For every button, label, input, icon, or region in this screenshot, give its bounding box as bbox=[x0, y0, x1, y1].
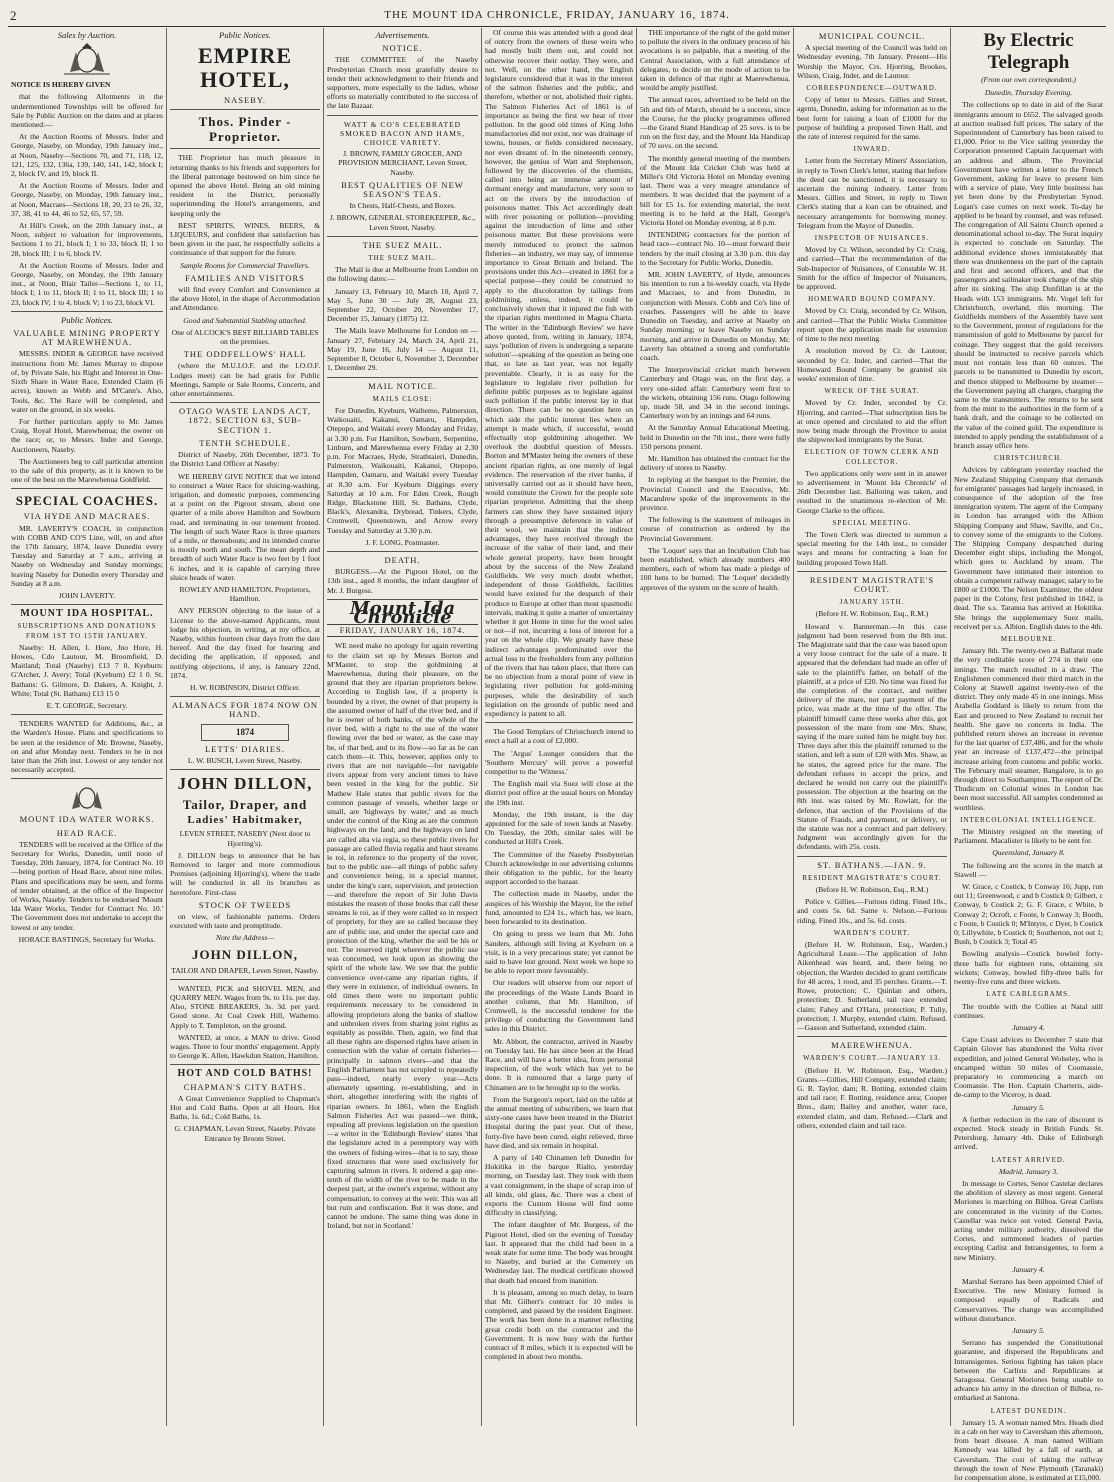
divider bbox=[170, 1064, 320, 1065]
mails-body: For Dunedin, Kyeburn, Waihemo, Palmerston, Waikouaiti, Kakanui, Oamaru, Hampden, Otepopo, and Waitaki every Monday and Friday, at 3.30 p.m. For Hamilton, Sowburn, Serpentine, Linburn, and Marewhenua every Friday at 2.30 p.m. For Macraes, Hyde, Strathtaieri, Dunedin, Palmerston, Waikouaiti, Kakanui, Otepopo, Hampden, Oamaru, and Waitaki every Tuesday at 8.30 a.m. For Kyeburn Diggings every Saturday at 10 a.m. For Eden Creek, Rough Ridge, Blackstone Hill, St. Bathans, Clyde, Black's, Alexandra, Drybread, Tinkers, Clyde, Cromwell, Queenstown, and Arrow every Tuesday and Saturday at 3.30 p.m. bbox=[327, 405, 478, 535]
baths-sign: G. CHAPMAN, Leven Street, Naseby. Private Entrance by Broom Street. bbox=[174, 1124, 316, 1143]
court-body: Howard v. Bannerman.—In this case judgment had been reserved from the 8th inst. The Magistrate said that the case was based upon a very loose contract for the sale of a mare. It appeared that the defendant had made an offer of sale to the plaintiff's father, on behalf of the plaintiff, at a price of £20. No time was fixed for the completion of the contract, and neither delivery of the mare, nor part payment of the price, was made at the time of the offer. The plaintiff himself came three weeks after this, got possession of the mare from one Mrs. Shaw, saying if the mare suited him he might buy her. Three days after this the plaintiff returned to the station, and left a sum of £20 with Mrs. Shaw, as he states, the agreed price for the mare. The defendant refuses to accept the price, and declared he would not carry out the plaintiff's possession. The objection at the hearing on the 8th inst. was raised by Mr. Rowlatt, for the defence, that section of the Provisions of the Statute of Frauds, and payment, or delivery, or the statute was not a contract and part delivery. Judgment was accordingly given for the defendants, with 25s. costs. bbox=[797, 621, 947, 852]
homeward-body: Moved by Cr. Craig, seconded by Cr. Wilson, and carried—That the Public Works Committee report upon the application made for extension of time to the next meeting. bbox=[797, 306, 947, 344]
news-pleasant: It is pleasant, among so much delay, to learn that Mr. Gilbert's contract for 10 miles is completed, and passed by the resident Engineer. The work has been done in a manner reflecting great credit both on the contractor and the Government. It is now busy with the further contract of 8 miles, which it is expected will be completed in about two months. bbox=[485, 1287, 633, 1362]
royal-crest-icon bbox=[52, 42, 122, 76]
divider bbox=[485, 722, 633, 723]
inspector-heading: INSPECTOR OF NUISANCES. bbox=[814, 234, 930, 243]
inward-body: Letter from the Secretary Miners' Association, in reply to Town Clerk's letter, stating that before the deed can be sanctioned, it is necessary to ascertain the mining industry. Letter from Messrs. Gillies and Street, in reply to Town Clerk's stating that a loan can be obtained, and necessary arrangements for borrowing money. Telegram from the Mayor of Dunedin. bbox=[797, 156, 947, 230]
suez-dates: January 13, February 10, March 10, April 7, May 5, June 30 — July 28, August 23, September 22, October 20, November 17, December 15, January (1875) 12. bbox=[327, 286, 478, 324]
surat-body: Moved by Cr. Inder, seconded by Cr. Hjorring, and carried—That subscription lists be at once opened and circulated to aid the effort now being made through the Province to assist the shipwrecked immigrants by the Surat. bbox=[797, 398, 947, 445]
hospital-sign: E. T. GEORGE, Secretary. bbox=[46, 700, 128, 710]
divider bbox=[11, 714, 163, 715]
divider bbox=[170, 769, 320, 770]
news-cricket-club: The monthly general meeting of the members of the Mount Ida Cricket Club was held at Miller's Old Victoria Hotel on Monday evening last. There was a very meagre attendance of members. It was decided that the payment of a bill for £5 1s. for extending material, the next meeting is to be held at the Hall, George's Victoria Hotel on Monday evening, at 8 p.m. bbox=[640, 153, 790, 228]
court-heading: RESIDENT MAGISTRATE'S COURT. bbox=[809, 574, 935, 594]
news-readers: Our readers will observe from our report of the proceedings of the Waste Lands Board in another column, that Mr. Hamilton, of Cromwell, is the successful tenderer for the privilege of conducting the Government land sales in this District. bbox=[485, 978, 633, 1034]
inspector-body: Moved by Cr. Wilson, seconded by Cr. Craig, and carried—That the recommendation of the Sub-Inspector of Nuisances, of Constable W. H. Smith for the office of Inspector of Nuisances, be approved. bbox=[797, 245, 947, 292]
bowling-analysis: Bowling analysis—Costick bowled forty-three balls for eighteen runs, obtaining six wickets; Conway, bowled fifty-three balls for twenty-five runs and three wickets. bbox=[954, 949, 1103, 987]
melbourne-heading: MELBOURNE. bbox=[1000, 634, 1057, 643]
telegraph-heading: By Electric Telegraph bbox=[983, 30, 1074, 73]
jan5-dateline: January 5. bbox=[1012, 1102, 1045, 1112]
news-monday: Monday, the 19th instant, is the day appointed for the sale of town lands at Naseby. On Tuesday, the 20th, similar sales will be conducted at Hill's Creek. bbox=[485, 809, 633, 847]
dillon-footer: TAILOR AND DRAPER, Leven Street, Naseby. bbox=[171, 965, 319, 975]
coaches-sub: VIA HYDE AND MACRAES. bbox=[23, 511, 151, 522]
wanted-2: WANTED, at once, a MAN to drive. Good wages. Three to four months' engagement. Apply to George K. Allen, Hawkdun Station, Hamilton. bbox=[170, 1032, 320, 1061]
dunedin-dateline: Dunedin, Thursday Evening. bbox=[984, 88, 1073, 98]
dunedin-body: The collections up to date in aid of the Surat immigrants amount to £652. The salvaged goods at auction realised full prices. The salary of the Superintendent of Canterbury has been raised to £1,000. Prior to the Vice sailing yesterday the Corporation presented Captain Jacquemart with an address and album. The Provincial Government have written a letter to the French Government, asking for leave to present him with a service of plate. Very little business has yet been done by the Presbyterian Synod. Logan's case comes on next week. To-day he applied to be heard by counsel, and was refused. The congregation of All Saints Church opened a denominational school to-day. The Surat inquiry is expected to conclude on Saturday. The additional evidence shows inmistakeably that there was drunkenness on the part of the captain and first and second officers, and that the passengers and sailmaker took charge of the ship after its sinking. The ship Dunfillan is at the Heads with 153 immigrants. Mr. Vogel left for Christchurch, overland, this morning. The Goldfields members of the Assembly have sent to the Government, protest of regulations for the transmission of gold to Melbourne by parcel for coinage. They suggest that the gold receivers should be instructed to receive parcels which must not contain less than 60 ounces. The parcels to be transmitted to Dunedin by escort, and thence shipped to Melbourne by steamer—the Government paying all charges, charging the same to the transmitters. The returns to be sent from the mint to the authorities in the form of a bank draft, and the coinage to be collected on the value of the coined gold. The expenditure is intended to apply pending the establishment of a branch assay office here. bbox=[954, 100, 1103, 450]
race-notice: WE HEREBY GIVE NOTICE that we intend to construct a Water Race for sluicing-washing, irrigation, and domestic purposes, commencing at a point on the Pigroot stream, about one quarter of a mile above Hamilton and Sowburn road, and terminating in our tenement fronted. The length of such Water Race is three quarters of a mile, or thereabouts; and its intended course is mostly north and south. The mean depth and breadth of such Water Race is two feet by 1 foot 6 inches, and it is capable of carrying three sluice heads of water. bbox=[170, 471, 320, 582]
cricket-scores: W. Grace, c Costick, b Conway 16; Jupp, run out 11; Greenwood, c and b Costick 0; Gilbert, c Conway, b Costick 2; G. F. Grace, c White, b Conway 2; Ocroft, c Foote, b Conway 3; Booth, c Foote, b Costick 0; M'Intyre, c Dyer, b Costick 0; Lillywhite, b Costick 0; Southerton, not out 1; Bush, b Costick 3; Total 45 bbox=[954, 882, 1103, 947]
billiard: One of ALCOCK'S BEST BILLIARD TABLES on the premises. bbox=[171, 327, 319, 347]
masthead bbox=[8, 6, 1106, 27]
watt-heading: WATT & CO'S CELEBRATED SMOKED BACON AND HAMS, CHOICE VARIETY. bbox=[340, 119, 465, 148]
jan4b-dateline: January 4. bbox=[1012, 1264, 1045, 1274]
section-heading: Advertisements. bbox=[375, 30, 430, 40]
latest-heading: LATEST ARRIVED. bbox=[991, 1155, 1066, 1164]
dillon-trade: Tailor, Draper, and bbox=[182, 797, 308, 813]
queensland-body: The following are the scores in the match at Stawell — bbox=[954, 860, 1103, 879]
jan5b-dateline: January 5. bbox=[1012, 1326, 1045, 1335]
news-intending: INTENDING contractors for the portion of head race—contract No. 10—must forward their tenders by the mail closing at 3.30 p.m. this day to the Secretary for Public Works, Dunedin. bbox=[640, 230, 790, 267]
divider bbox=[170, 109, 320, 110]
section-heading: Public Notices. bbox=[219, 30, 271, 40]
mining-body: MESSRS. INDER & GEORGE have received instructions from Mr. James Murray to dispose of, by Private Sale, his Right and Interest in One-Sixth Share in Water Race, Extended Claim (6 acres), known as Webb and M'Cann's. Also, Tools, &c. The Race will be completed, and water on the ground, in six weeks. bbox=[11, 349, 163, 414]
baths-body: A Great Convenience Supplied to Chapman's Hot and Cold Baths. Open at all Hours. Hot Baths, 1s. 6d.; Cold Baths, 1s. bbox=[170, 1093, 320, 1122]
column-2 bbox=[166, 28, 323, 1426]
stabling: Good and Substantial Stabling attached. bbox=[183, 315, 307, 325]
divider bbox=[170, 696, 320, 697]
bathans-before: (Before H. W. Robinson, Esq., R.M.) bbox=[815, 885, 929, 895]
waste-lands-heading: OTAGO WASTE LANDS ACT, 1872. SECTION 63, SUB-SECTION 1. bbox=[179, 406, 311, 435]
auction-1: At the Auction Rooms of Messrs. Inder and George, Naseby, on Monday, 19th January inst., at Noon, Naseby—Sections 70, and 71, 118, 12, 121, 125, 132, 136a, 139, 140, 141, 142, block I; 2, block IV, and 19, block II. bbox=[11, 132, 163, 179]
news-banquet: In replying at the banquet to the Premier, the Provincial Council and the Executive, Mr. Macandrew spoke of the improvements in the province. bbox=[640, 475, 790, 512]
divider bbox=[797, 856, 947, 857]
mails-sign: J. F. LONG, Postmaster. bbox=[365, 537, 440, 547]
notice-body: THE COMMITTEE of the Naseby Presbyterian Church most gratefully desire to tender their acknowledgment to their friends and supporters, more especially to the ladies, whose efforts so materially contributed to the success of the late Bazaar. bbox=[327, 55, 478, 111]
objection-sign: H. W. ROBINSON, District Officer. bbox=[190, 682, 300, 692]
mining-footer: For further particulars apply to Mr. James Craig, Royal Hotel, Marewhenua; the owner on the race; or, to Messrs. Inder and George, Auctioneers, Naseby. bbox=[11, 416, 163, 454]
marewhenua-heading: MAEREWHENUA. bbox=[831, 1040, 913, 1051]
almanac-heading: ALMANACS FOR 1874 NOW ON HAND. bbox=[171, 700, 319, 720]
jan5-body: A further reduction in the rate of discount is expected. Stock steady in British Funds. St. Petersburg, January 4th. Duke of Edinburgh arrived. bbox=[954, 1114, 1103, 1152]
surat-heading: WRECK OF THE SURAT. bbox=[824, 387, 920, 396]
tenth-schedule: TENTH SCHEDULE. bbox=[199, 437, 291, 448]
baths-heading: HOT AND COLD BATHS! bbox=[177, 1068, 313, 1080]
objection-notice: ANY PERSON objecting to the issue of a License to the above-named Applicants, must lodge his objection, in writing, at my office, at Naseby, within fourteen clear days from the date hereof. And the day fixed for hearing and deciding the application, if opposed, and notifying objections, if any, is January 22nd, 1874. bbox=[170, 606, 320, 680]
news-committee: The Committee of the Naseby Presbyterian Church acknowledge in our advertising columns their obligation to the public, for the hearty support accorded to the bazaar. bbox=[485, 849, 633, 887]
intercolonial-body: The Ministry resigned on the meeting of Parliament. Macalister is likely to be sent for. bbox=[954, 827, 1103, 846]
mining-heading: VALUABLE MINING PROPERTY AT MAREWHENUA. bbox=[13, 328, 161, 348]
dillon-name: JOHN DILLON, bbox=[177, 774, 313, 794]
notice-body: that the following Allotments in the undermentioned Townships will be offered for Sale by Public Auction on the dates and at places mentioned:— bbox=[11, 92, 163, 130]
cablegrams-heading: LATE CABLEGRAMS. bbox=[986, 990, 1071, 999]
section-heading: Sales by Auction. bbox=[57, 30, 117, 40]
letts-diaries: LETTS' DIARIES. bbox=[205, 743, 285, 754]
christchurch-body: Advices by cablegram yesterday reached the New Zealand Shipping Company that demands for emigrants' passages had largely increased, in consequence of the adoption of the free immigration system. The agent of the Company in London has arranged with the Albion Shipping Company and Shaw, Saville, and Co., to convey some of the emigrants to the Colony. The Shipping Company despatched during December eight ships, including the Mongol, which goes to Auckland by steam. The Government have intimated their intention to obtain a competent railway manager, salary to be £800 or £1000. The Nelson Examiner, the oldest paper in the Colony, first published in 1842, is dead. The s.s. Taranua has arrived at Hokitika. She brings the supplementary Suez mails, received per s.s. Albion. English dates to the 4th. bbox=[954, 465, 1103, 631]
oddfellows-heading: THE ODDFELLOWS' HALL bbox=[183, 349, 307, 360]
brown-2: J. BROWN, GENERAL STOREKEEPER, &c., Leven Street, Naseby. bbox=[329, 213, 476, 232]
dillon-address: LEVEN STREET, NASEBY (Next door to Hjorring's). bbox=[179, 829, 311, 848]
correspondence-heading: CORRESPONDENCE—OUTWARD. bbox=[806, 84, 938, 93]
bastings-sign: HORACE BASTINGS, Secretary for Works. bbox=[18, 934, 156, 944]
madrid-dateline: Madrid, January 3. bbox=[998, 1166, 1059, 1176]
news-suez: The English mail via Suez will close at the district post office at the usual hours on Monday the 19th inst. bbox=[485, 779, 633, 807]
editorial: WE need make no apology for again reverting to the claim set up by Messrs Borton and M'Master, to stop the goldmining at Maerewhenua, during their pleasure, on the ground that they are riparian proprietors below. According to English law, if a property is bounded by a river, the owner of that property is the assumed owner of half of the river bed, and if he is owner of both banks, of the whole of the river bed, with a right to the use of the water flowing over the bed or water, as the case may be, of that bed, and to its flow—so far as he can catch them—it. This, however, applies only to rivers that are not navigable—for navigable rivers appear from very ancient times to have been vested in the king for the public. Sir Mathew Hale states that public rivers for the common passage of vessels, whether large or small, are 'highways by water,' and as much under the control of the King as are the common highways on the land; and the highways on land are called alta via regia, so these public rivers for passage are called fluvia regalia and haut streams le roi, in reference to the property of the rover, but to the public use—all things of public safety and convenience being, in a special manner, under the king's care, supervision, and protection—and therefore the report of Sir John Davis mistakes the reason of those books that call these streams le roi, as if they were called so in respect of propriety, for they are so called because they are of public use, and under the special care and protection of the king, whether the soil be his or not. The reserved right wherever the public use was concerned, we look upon as showing the spirit of the whole law. We see that the public convenience over-came any riparian rights, if they were in existence, of individual owners. In old times there were no important public requirements necessary to be considered in allowing proprietors along the banks of shallow and unbroken rivers from sharing joint rights as equitably as possible. Then, again, we find that all these rights are dispersed rights have arisen in connection with the value of certain fisheries—principally in salmon rivers—and that the English Parliament has not scrupled to repeatedly pass—indeed, nearly every year—Acts alternately upsetting, re-establishing, and in short, altogether interfering with the rights of riparian owners. In 1861, when the English Salmon Fisheries Act was passed—we think, repealing all previous legislation on the question—a writer in the 'Edinburgh Review' states 'that the legislature acted in a peremptory way with the owners of fishing-wires—that is to say, those fixed structures that were used exclusively for capturing salmon in rivers. It ordered a gap one-tenth of the width of the river to be made in the deepest part, at the owner's expense, without any compensation, to convey at the weir. This was all but ruin and confiscation. But it was done, and cannot be undone. The same thing was done in Ireland, but not in Scotland.' bbox=[327, 641, 478, 1231]
dillon-trade-2: Ladies' Habitmaker, bbox=[187, 814, 303, 827]
divider bbox=[11, 604, 163, 605]
madrid-body: In message to Cortes, Senor Castelar declares the abolition of slavery as most urgent. General Moriones is marching on Bilboa. Great Carlists are concentrated in the vicinity of the Cortes. Castellar was twice out voted. General Pavia, acting under military authority, dissolved the Cortes, and summoned leaders of parties excepting Carlist and Intransigentes, to form a new Ministry. bbox=[954, 1178, 1103, 1262]
jan4b-body: Marshal Serrano has been appointed Chief of Executive. The new Ministry formed is composed equally of Radicals and Conservatives. The change was accomplished without disturbance. bbox=[954, 1276, 1103, 1323]
news-inquest: The infant daughter of Mr. Burgess, of the Pigroot Hotel, died on the evening of Tuesday last. It appeared that the child had been in a weak state for some time. The body was brought to Naseby, and buried at the Cemetery on Wednesday last. The medical certificate showed that death had ensued from inanition. bbox=[485, 1220, 633, 1285]
mail-notice: MAIL NOTICE. bbox=[368, 380, 437, 391]
chests: In Chests, Half-Chests, and Boxes. bbox=[349, 201, 456, 211]
proprietor: Thos. Pinder - Proprietor. bbox=[198, 114, 292, 145]
hospital-sub: SUBSCRIPTIONS AND DONATIONS FROM 1ST TO 15TH JANUARY. bbox=[17, 622, 157, 640]
coaches-sign: JOHN LAVERTY. bbox=[58, 590, 116, 600]
district-line: District of Naseby, 26th December, 1873. To the District Land Officer at Naseby: bbox=[170, 450, 320, 469]
note-address: Note the Address— bbox=[215, 933, 275, 943]
news-chinese: A party of 140 Chinamen left Dunedin for Hokitika in the barque Rialto, yesterday morning, on Tuesday last. They took with them a vast consignment, in the shape of scrap iron of all kinds, old glass, &c. There was a chest of exports the Custom House will find some difficulty in classifying. bbox=[485, 1152, 633, 1218]
coaches-heading: SPECIAL COACHES. bbox=[15, 493, 159, 509]
teas-heading: BEST QUALITIES OF NEW SEASON'S TEAS. bbox=[341, 179, 464, 200]
tweeds-body: on view, of fashionable patterns. Orders executed with taste and promptitude. bbox=[170, 912, 320, 931]
divider bbox=[170, 148, 320, 149]
court-date: JANUARY 15TH. bbox=[839, 598, 905, 607]
election-heading: ELECTION OF TOWN CLERK AND COLLECTOR. bbox=[804, 448, 940, 466]
page-columns bbox=[8, 28, 1106, 1482]
notice-title: NOTICE. bbox=[382, 43, 423, 54]
jan5b-body: Serrano has suspended the Constitutional guarantee, and dispersed the Republicans and Intransigentes. Serious fighting has taken place between the Carlists and Republicans at Saragossa. General Moriones being unable to advance his army in the direction of Bilboa, re-embarked at Santona. bbox=[954, 1338, 1103, 1403]
waterworks-sub: HEAD RACE. bbox=[56, 827, 118, 838]
royal-crest-icon bbox=[57, 783, 117, 811]
death-heading: DEATH. bbox=[384, 554, 421, 565]
news-sanders: On going to press we learn that Mr. John Sanders, although still living at Kyeburn on a visit, is in a very precarious state; yet cannot be said to have lost ground. Next week we hope to be able to report more favourably. bbox=[485, 929, 633, 976]
section-heading: Public Notices. bbox=[61, 314, 113, 325]
divider bbox=[11, 488, 163, 489]
latest-dunedin-body: January 15. A woman named Mrs. Heads died in a cab on her way to Caversham this afternoon, from heart disease. A man named William Kennedy was killed by a fall of earth, at Caversham. The cost of taking the railway through the town of New Plymouth (Taranaki) for compensation alone, is estimated at £15,000. bbox=[954, 1417, 1103, 1482]
editorial-continued: Of course this was attended with a good deal of outcry from the owners of these weirs who had mostly built them out, and could not otherwise recover their outlay. They were, and not. Well, on the other hand, the English legislature considered that it was in the interest of the salmon fisheries and the public, and therefore, whether or not, abolished their rights. The Salmon Fisheries Act of 1861 is of importance as being the first we hear of river pollution. In the good old times of King John manufactories did not exist, nor was drainage of towns, houses, or fields considered necessary, nor even dreamt of. In the nineteenth century, however, the genius of Watt and Stephenson, followed by the discoveries of the chemists, called into being an immense amount of dormant energy and manufacture, very soon to act on the rivers by the introduction of poisonous matter. This Act accordingly dealt with river poisoning or pollution—providing against the introduction of lime and other poisonous matter. But these provisions were merely introduced to protect the salmon fisheries—an industry, we may say, of immense importance to Great Britain and Ireland. The provisions under this Act—created in 1861 for a special purpose—they could be construed to apply to the discoloration by tailings from goldmining, unless, indeed, it could be conclusively shown that it injured the fish with the riparian rights mentioned in Magna Charta. The writer in the 'Edinburgh Review' we have above quoted, from, writing in January, 1874, says 'pollution of rivers is undergoing a separate solution'—speaking of the question as being one that, so late as last year, was not legally preventable. Clearly, it is as easy for the legislature to legislate river pollution for definite public purposes as to legislate against such pollution if the public interest lay in that direction. There can be no question here on which side the public interest lies when an attempt is made which, if successful, would effectually stop goldmining altogether. We overlook the doubtful question of Messrs. Borton and M'Master being the owners of these ancient riparian rights, as one merely of legal evidence. The reservation of the river banks, if universally carried out as it should have been, would constitute the Crown for the people sole riparian proprietor. Admitting that the sheep farmers can show they have sustained injury through a presumptive deference in value of their wool, we maintain that the indirect advantages, they have received through the increase of the value of their land, and their whole general property, have been brought about by the success of the New Zealand Goldfields. We very much doubt whether, independent of those Goldfields, facilities would have existed for the despatch of their produce to Europe at other than most spasmodic intervals, making it quite a matter of uncertainty whether it got Home in time for the wool sales or not—if not, incurring a loss of interest for a year on the whole clip. We greatly have these indirect advantages predominated over the actual loss to the freeholders from any pollution of the rivers that has taken place, that there can be no objection from a moral point of view in legislating river pollution for gold-mining purposes, while the desirability of such legislation on the grounds of public need and expediency is patent to all. bbox=[485, 28, 633, 719]
baths-sub: CHAPMAN'S CITY BATHS. bbox=[183, 1081, 307, 1092]
intercolonial-heading: INTERCOLONIAL INTELLIGENCE. bbox=[960, 815, 1097, 824]
tenders-2: TENDERS will be received at the Office of the Secretary for Works, Dunedin, until noon of Tuesday, 20th January, 1874, for Contract No. 10—being portion of Head Race, about nine miles. Plans and specifications may be seen, and forms of tender obtained, at the office of the Inspector of Works, Naseby. Tenders to be endorsed 'Mount Ida Water Works, Tender for Contract No. 10.' The Government does not undertake to accept the lowest or any tender. bbox=[11, 839, 163, 932]
special-body: The Town Clerk was directed to summon a special meeting for the 14th inst., to consider ways and means for contracting a loan for building proposed Town Hall. bbox=[797, 529, 947, 567]
auctioneers-note: The Auctioneers beg to call particular attention to the sale of this property, as it is known to be one of the best on the Marewhenua Goldfield. bbox=[11, 456, 163, 485]
hotel-name: EMPIRE HOTEL, bbox=[198, 43, 292, 93]
column-4 bbox=[481, 28, 636, 1426]
race-sign: ROWLEY AND HAMILTON, Proprietors, Hamilton. bbox=[179, 584, 311, 604]
auction-4: At the Auction Rooms of Messrs. Inder and George, Naseby, on Monday, the 19th January inst., at Noon, Blair Tailer—Sections 1, to 11, block I; 1 to 11, block II; 1 to 11, block III; 1 to 23, block IV; 1 to 4, block V; 1 to 23, block VI. bbox=[11, 260, 163, 307]
column-1 bbox=[8, 28, 166, 1426]
death-body: BURGESS.—At the Pigroot Hotel, on the 13th inst., aged 8 months, the infant daughter of Mr. J. Burgess. bbox=[327, 567, 478, 595]
special-heading: SPECIAL MEETING. bbox=[832, 518, 912, 527]
news-lounger: The 'Argus' Lounger considers that the 'Southern Mercury' will prove a powerful competitor to the 'Witness.' bbox=[485, 748, 633, 777]
hotel-body: THE Proprietor has much pleasure in returning thanks to his friends and supporters for the liberal patronage bestowed on him since he opened the above Hotel. Being an old mining resident in the District, personally superintending the Hotel's arrangements, and keeping only the bbox=[170, 153, 320, 218]
column-3 bbox=[323, 28, 481, 1426]
column-6 bbox=[793, 28, 950, 1426]
marewhenua-court: WARDEN'S COURT.—JANUARY 13. bbox=[803, 1054, 941, 1063]
latest-dunedin-heading: LATEST DUNEDIN. bbox=[990, 1406, 1067, 1415]
dillon-body: J. DILLON begs to announce that he has Removed to larger and more commodious Premises (adjoining Hjorring's), where the trade will be conducted in all its branches as heretofore. First-class bbox=[170, 850, 320, 897]
families-heading: FAMILIES AND VISITORS bbox=[185, 272, 305, 283]
court-before: (Before H. W. Robinson, Esq., R.M.) bbox=[815, 609, 929, 619]
hospital-list: Naseby: H. Allen, I. Hore, Jno Hore, H. Howes, Cdo Lautour, M. Broomfield, D. Maitland; Total (Naseby) £13 7 0. Kyeburn: G'Archer, J. Avery; Total (Kyeburn) £2 1 0. St. Bathans: G. Gilmore, D. Dakers, A. Knight, J. White; Total (St. Bathans) £13 15 0 bbox=[11, 642, 163, 698]
divider bbox=[11, 778, 163, 779]
suez-heading: THE SUEZ MAIL. bbox=[362, 239, 443, 250]
election-body: Two applications only were sent in in answer to advertisement in 'Mount Ida Chronicle' of 26th December last. Balloting was taken, and resulted in the unanimous re-election of Mr. George Clarke to the offices. bbox=[797, 468, 947, 515]
brown-1: J. BROWN, FAMILY GROCER, AND PROVISION MERCHANT, Leven Street, Naseby. bbox=[338, 149, 467, 177]
jan4-body: Cape Coast advices to December 7 state that Captain Glover has abandoned the Volta river expedition, and joined General Wolseley, who is encamped within 50 miles of Coomassie, preparatory to commencing a march on Coomassie. The Hon. Captain Charteris, aide-de-camp to the Viceroy, is dead. bbox=[954, 1035, 1103, 1100]
notice-heading: NOTICE IS HEREBY GIVEN bbox=[11, 80, 111, 90]
divider bbox=[797, 571, 947, 572]
queensland-dateline: Queensland, January 8. bbox=[992, 848, 1065, 858]
municipal-heading: MUNICIPAL COUNCIL. bbox=[818, 31, 926, 41]
mails-close: MAILS CLOSE: bbox=[372, 394, 433, 403]
municipal-body: A special meeting of the Council was held on Wednesday evening, 7th January. Present—His Worship the Mayor, Crs. Hjorring, Brookes, Wilson, Craig, Inder, and de Lautour. bbox=[797, 43, 947, 80]
news-good-templars: The Good Templars of Christchurch intend to erect a hall at a cost of £2,000. bbox=[485, 727, 633, 746]
bathans-court: RESIDENT MAGISTRATE'S COURT. bbox=[802, 873, 942, 882]
divider bbox=[11, 311, 163, 312]
divider bbox=[170, 402, 320, 403]
bathans-heading: ST. BATHANS.—JAN. 9. bbox=[817, 859, 927, 870]
divider bbox=[327, 236, 478, 237]
divider bbox=[327, 115, 478, 116]
news-hamilton: Mr. Hamilton has obtained the contract for the delivery of stores to Naseby. bbox=[640, 453, 790, 473]
sample-rooms: Sample Rooms for Commercial Travellers. bbox=[180, 260, 310, 270]
suez-footer: The Mails leave Melbourne for London on — January 27, February 24, March 24, April 21, May 19, June 16, July 14 — August 11, September 8, October 6, November 3, December 1, December 29. bbox=[327, 326, 478, 373]
oddfellows-body: (where the M.U.I.O.F. and the I.O.O.F. Lodges meet) can be had gratis for Public Meetings, Sample or Sale Rooms, Concerts, and other entertainments. bbox=[170, 361, 320, 399]
families-body: will find every Comfort and Convenience at the above Hotel, in the shape of Accommodation and Attendance. bbox=[170, 285, 320, 313]
christchurch-heading: CHRISTCHURCH. bbox=[994, 454, 1063, 463]
homeward-amendment: A resolution moved by Cr. de Lautour, seconded by Cr. Inder, and carried—That the Homeward Bound Company be granted six weeks' extension of time. bbox=[797, 346, 947, 383]
coaches-body: MR. LAVERTY'S COACH, in conjunction with COBB AND CO'S Line, will, on and after the 17th January, 1874, leave Dunedin every Tuesday and Saturday at 7 a.m., arriving at Naseby on Wednesday and Sunday mornings; leaving Naseby for Dunedin every Thursday and Sunday at 8 a.m. bbox=[11, 523, 163, 588]
newspaper-title: THE MOUNT IDA CHRONICLE, FRIDAY, JANUARY 16, 1874. bbox=[384, 9, 730, 21]
busch-address: L. W. BUSCH, Leven Street, Naseby. bbox=[187, 755, 303, 765]
waterworks-heading: MOUNT IDA WATER WORKS. bbox=[19, 814, 155, 825]
column-7 bbox=[950, 28, 1106, 1482]
suez-body: The Mail is due at Melbourne from London on the following dates:— bbox=[327, 265, 478, 284]
editorial-continued: THE importance of the right of the gold miner to pollute the rivers in the ordinary process of his avocations is so palpable, that a meeting of the Central Association, with a full attendance of delegates, to decide on the mode of action to be taken in defence of that right at Maerewhenua, would be amply justified. bbox=[640, 28, 790, 93]
news-collection: The collection made in Naseby, under the auspices of his Worship the Mayor, for the relief fund, amounted to £24 1s., which has, we learn, been forwarded to its destination. bbox=[485, 889, 633, 927]
correspondence-body: Copy of letter to Messrs. Gillies and Street, agents, Dunedin, asking for information as to the best form for raising a loan of £1000 for the purpose of building a proposed Town Hall, and the rate of interest required for the same. bbox=[797, 95, 947, 142]
suez-sub: THE SUEZ MAIL. bbox=[368, 254, 437, 263]
bathans-body: Police v. Gillies.—Furious riding. Fined 10s., and costs 5s. 6d. Same v. Nelson.—Furious riding. Fined 10s., and 5s. 6d. costs. bbox=[797, 897, 947, 925]
news-statement: The following is the statement of mileages in course of construction as ordered by the Provincial Government. bbox=[640, 515, 790, 543]
almanac-year: 1874 bbox=[201, 724, 289, 741]
page-number: 2 bbox=[10, 8, 18, 23]
news-interprovincial: The Interprovincial cricket match between Canterbury and Otago was, on the first day, a very one-sided affair. Canterbury went first to the wickets, obtaining 156 runs. Otago following up, made 58, and 34 in the second innings. Canterbury won by an innings and 64 runs. bbox=[640, 365, 790, 421]
cablegrams-body: The trouble with the Collies at Natal still continues. bbox=[954, 1001, 1103, 1020]
tweeds-heading: STOCK OF TWEEDS bbox=[198, 899, 292, 910]
divider bbox=[170, 979, 320, 980]
marewhenua-body: (Before H. W. Robinson, Esq., Warden.) Grants.—Gillies, Hill Company, extended claim; G. R. Taylor, dam; R. Botting, extended claim and tail race; F. Botting, residence area; Cooper Bros., dam; Bailey and another, water race, extended claim, and dam. Refused.—Clark and others, extended claim and tail race. bbox=[797, 1065, 947, 1130]
hotel-town: NASEBY. bbox=[223, 95, 267, 106]
wardens-heading: WARDEN'S COURT. bbox=[833, 928, 911, 937]
jan4-dateline: January 4. bbox=[1012, 1022, 1045, 1032]
wanted-1: WANTED, PICK and SHOVEL MEN, and QUARRY MEN. Wages from 9s. to 11s. per day. Also, STONE BREAKERS, 3s. 3d. per yard. Good stone. At Coal Creek Hill, Waihemo. Apply to T. Templeton, on the ground. bbox=[170, 983, 320, 1030]
melbourne-body: January 8th. The twenty-two at Ballarat made the very creditable score of 274 in their one innings. The match resulted in a draw. The Englishmen commenced their third match in the Colony at Stawell against twenty-two of the district. They only made 45 in one innings. Miss Arabella Goddard is likely to return from the East and proceed to New Zealand to recruit her health. She gave no concerts in India. The published return shows an increase in revenue for the last quarter of £37,486, and for the whole year an increase of £137,472—the principal increase arising from customs and public works. The February mail steamer, Bangalore, is to go through direct to Southampton. The report of Dr. Thudicum on Colonial wines in London has been most successful. All samples condemned as worthless. bbox=[954, 646, 1103, 812]
auction-3: At Hill's Creek, on the 20th January inst., at Noon, subject to valuation for improvements, Sections 1 to 21, block I; 1 to 33, block II; 1 to 28, block III; 1 to 6, block IV. bbox=[11, 221, 163, 258]
hotel-body-2: BEST SPIRITS, WINES, BEERS, & LIQUEURS, and confident that satisfaction has been given in the past, he respectfully solicits a continuance of that support for the future. bbox=[170, 220, 320, 258]
inward-heading: INWARD. bbox=[853, 145, 891, 154]
hospital-heading: MOUNT IDA HOSPITAL. bbox=[20, 608, 154, 620]
paper-title: Mount Ida Chronicle bbox=[349, 597, 456, 628]
news-races: The annual races, advertised to be held on the 5th and 6th of March, should be a success, since the Course, for the plucky programmes offered—the Grand Stand Handicap of 25 sovs. is to be run on the first day, and the Mount Ida Handicap of 70 sovs. on the second. bbox=[640, 95, 790, 151]
divider bbox=[327, 377, 478, 378]
homeward-heading: HOMEWARD BOUND COMPANY. bbox=[808, 295, 936, 304]
auction-2: At the Auction Rooms of Messrs. Inder and George, Naseby, on Monday, 19th January inst., at Noon, Macraes—Sections 18, 20, 23 to 26, 32, 37, 38, 41 to 44, 46 to 52, 65, 57, 59. bbox=[11, 181, 163, 218]
news-loquet: The 'Loquet' says that an Incubation Club has been established, which already numbers 400 members, each of whom has made a pledge of 100 hens to be burned. The 'Loquet' decidedly approves of the system on the score of health. bbox=[640, 545, 790, 592]
tenders-1: TENDERS WANTED for Additions, &c., at the Warden's House. Plans and specifications to be seen at the residence of Mr. Browne, Naseby, on and after Monday next. Tenders to be in not later than the 26th inst. Lowest or any tender not necessarily accepted. bbox=[11, 719, 163, 775]
column-5 bbox=[636, 28, 793, 1426]
wardens-body: (Before H. W. Robinson, Esq., Warden.) Agricultural Lease.—The application of John Aikenhead was heard, and, there being no objection, the Warden decided to grant certificate for 48 acres, 1 rood, and 35 perches. Grants.—T. Rowe, protection; C. Quinlan and others, protection; D. Sutherland, tail race extended claim; Fahey and O'Hara, protection; P. Tully, protection; J. Murphy, extended claim. Refused.—Gasson and Sutherland, extended claim. bbox=[797, 940, 947, 1032]
divider bbox=[797, 1036, 947, 1037]
news-surgeon: From the Surgeon's report, laid on the table at the annual meeting of subscribers, we learn that sixty-one cases have been treated in the District Hospital during the past year. Out of these, forty-five have been cured, eight relieved, three have died, and six remain in hospital. bbox=[485, 1094, 633, 1150]
paper-date: FRIDAY, JANUARY 16, 1874. bbox=[327, 624, 478, 637]
news-abbott: Mr. Abbott, the contractor, arrived in Naseby on Tuesday last. He has since been at the Head Race, and will have a better idea, from personal inspection, of the work which has yet to be done. It is rumoured that a large party of Chinamen are to be brought up to the works. bbox=[485, 1036, 633, 1092]
news-educational: At the Saturday Annual Educational Meeting, held in Dunedin on the 7th inst., there were fully 150 persons present. bbox=[640, 423, 790, 451]
news-laverty: MR. JOHN LAVERTY, of Hyde, announces his intention to run a bi-weekly coach, via Hyde and Macraes, to and from Dunedin, in conjunction with Messrs. Cobb and Co's line of coaches. Passengers will be able to leave Dunedin on Tuesday, and arrive at Naseby on Sunday morning; or leave Naseby on Sunday morning, and arrive in Dunedin on Monday. Mr. Laverty has obtained a strong and comfortable coach. bbox=[640, 270, 790, 362]
dillon-name-2: JOHN DILLON, bbox=[192, 946, 298, 962]
divider bbox=[327, 551, 478, 552]
telegraph-sub: (From our own correspondent.) bbox=[981, 75, 1076, 84]
